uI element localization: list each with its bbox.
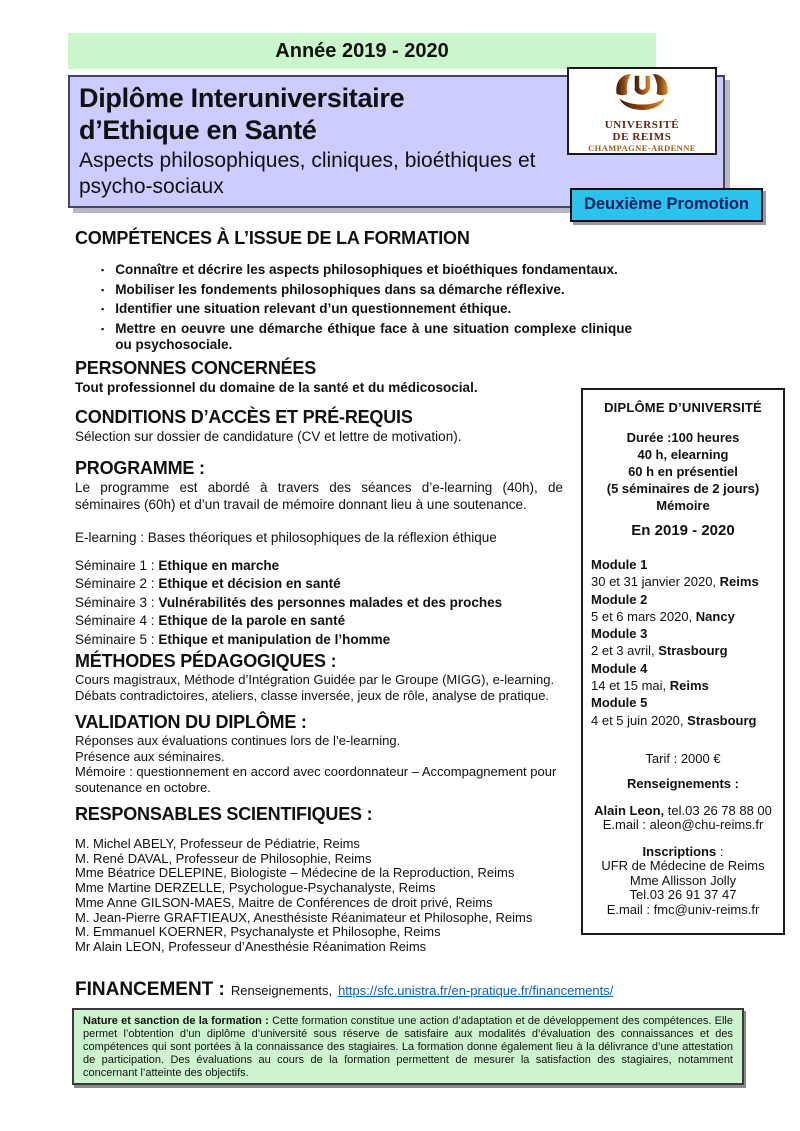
responsable-name: M. Jean-Pierre GRAFTIEAUX, Anesthésiste Réanimateur et Philosophe, Reims [75,909,533,925]
duration-line: Mémoire [656,498,710,513]
module-city: Strasbourg [687,712,757,728]
programme-intro: Le programme est abordé à travers des séances d’e-learning (40h), de séminaires (60h) et d’un travail de mémoire donnant lieu à une soutenance. [75,479,563,512]
seminaire-title: Ethique et manipulation de l’homme [158,631,391,647]
sidebar-contact [583,803,783,818]
seminaire-item [75,612,563,631]
list-item [75,262,632,279]
inscriptions-line: Tel.03 26 91 37 47 [629,887,737,903]
seminaire-item [75,631,563,650]
bullet-icon: ▪ [101,323,105,334]
responsables-list [75,837,563,955]
inscriptions-line: Mme Allisson Jolly [629,872,737,888]
seminaire-title: Vulnérabilités des personnes malades et des proches [158,594,503,610]
contact-email: E.mail : aleon@chu-reims.fr [602,816,764,832]
contact-name: Alain Leon, [594,802,665,818]
heading-responsables: RESPONSABLES SCIENTIFIQUES : [75,804,373,824]
duration-line: 60 h en présentiel [628,464,738,479]
programme-elearning: E-learning : Bases théoriques et philosophiques de la réflexion éthique [75,529,497,545]
module-date-text: 14 et 15 mai, [591,678,667,694]
responsable-name: M. René DAVAL, Professeur de Philosophie, Reims [75,850,372,866]
university-logo [567,67,717,155]
competences-list [75,262,632,354]
module-city: Strasbourg [658,643,728,659]
sidebar-tarif: Tarif : 2000 € [645,750,721,766]
footer-text: Cette formation constitue une action d’adaptation et de développement des compétences. Elle permet l’obtention d’un diplôme d’université sous réserve de satisfaire aux modalités d’évaluation des connaissances et des compétences qui sont portées à la connaissance des stagiaires. La formation donne également lieu à la délivrance d’une attestation de participation. Des évaluations au cours de la formation permettent de mesurer la satisfaction des stagiaires, notamment concernant l’atteinte des objectifs. [83,1015,733,1079]
financement-label: Renseignements, [230,982,333,998]
sidebar-renseignements-heading: Renseignements : [627,775,739,791]
module-name: Module 4 [591,660,648,676]
list-item-text: Connaître et décrire les aspects philosophiques et bioéthiques fondamentaux. [115,262,618,277]
module-date-text: 30 et 31 janvier 2020, [591,574,717,590]
seminaire-item [75,557,563,576]
heading-programme: PROGRAMME : [75,457,205,478]
seminaire-label: Séminaire 2 : [75,576,155,591]
seminaire-item [75,594,563,613]
module-date [591,608,783,625]
module-name: Module 1 [591,557,648,572]
info-sidebar [581,388,785,935]
module-date [591,642,783,659]
seminaire-title: Ethique en marche [158,557,280,573]
seminaire-title: Ethique et décision en santé [158,576,341,591]
sidebar-year: En 2019 - 2020 [631,522,735,539]
module-name: Module 3 [591,626,648,642]
validation-line: Réponses aux évaluations continues lors de l’e-learning. [75,733,401,748]
seminaire-title: Ethique de la parole en santé [158,613,346,628]
heading-personnes: PERSONNES CONCERNÉES [75,357,317,378]
heading-conditions: CONDITIONS D’ACCÈS ET PRÉ-REQUIS [75,406,413,427]
contact-tel: tel.03 26 78 88 00 [667,802,772,818]
module-name: Module 2 [591,591,648,607]
heading-competences: COMPÉTENCES À L’ISSUE DE LA FORMATION [75,228,470,248]
list-item-text: Mettre en oeuvre une démarche éthique face à une situation complexe clinique ou psychosociale. [115,320,632,352]
seminaires-list [75,557,563,650]
responsable-name: M. Emmanuel KOERNER, Psychanalyste et Philosophe, Reims [75,924,441,940]
module-date-text: 4 et 5 juin 2020, [591,712,684,728]
heading-financement: FINANCEMENT : [75,978,225,1000]
inscriptions-colon: : [719,844,724,860]
list-item [75,321,632,354]
promotion-badge: Deuxième Promotion [570,188,763,222]
personnes-text: Tout professionnel du domaine de la santé et du médicosocial. [75,379,478,395]
responsable-name: Mr Alain LEON, Professeur d’Anesthésie Réanimation Reims [75,938,427,954]
duration-line: Durée :100 heures [626,430,740,445]
logo-text-champagne-ardenne: CHAMPAGNE-ARDENNE [588,143,696,153]
financements-link[interactable]: https://sfc.unistra.fr/en-pratique.fr/financements/ [338,982,614,998]
module-date [591,712,783,729]
heading-methodes: MÉTHODES PÉDAGOGIQUES : [75,651,337,671]
duration-line: (5 séminaires de 2 jours) [606,481,760,496]
financement-row [75,978,614,1001]
module-date [591,573,783,590]
urca-u-icon [613,72,671,114]
year-banner: Année 2019 - 2020 [68,33,656,69]
bullet-icon: ▪ [101,265,105,275]
responsable-name: Mme Anne GILSON-MAES, Maitre de Conférences de droit privé, Reims [75,894,493,910]
validation-line: Mémoire : questionnement en accord avec coordonnateur – Accompagnement pour soutenance en octobre. [75,764,557,795]
validation-line: Présence aux séminaires. [75,748,225,764]
seminaire-label: Séminaire 4 : [75,613,155,628]
inscriptions-line: E.mail : fmc@univ-reims.fr [606,901,760,917]
page-title-line2: d’Ethique en Santé [79,115,317,145]
list-item-text: Mobiliser les fondements philosophiques dans sa démarche réflexive. [115,281,565,297]
duration-line: 40 h, elearning [637,447,729,462]
inscriptions-line: UFR de Médecine de Reims [601,858,765,874]
page-title-line1: Diplôme Interuniversitaire [79,83,405,113]
module-date [591,677,783,694]
methodes-line: Débats contradictoires, ateliers, classe inversée, jeux de rôle, analyse de pratique. [75,687,550,703]
modules-list [583,556,783,729]
module-city: Reims [719,574,759,590]
list-item [75,301,632,318]
seminaire-item [75,575,563,594]
sidebar-title: DIPLÔME D’UNIVERSITÉ [604,400,762,415]
heading-validation: VALIDATION DU DIPLÔME : [75,712,307,732]
seminaire-label: Séminaire 5 : [75,631,155,647]
logo-text-de-reims: DE REIMS [612,131,672,143]
seminaire-label: Séminaire 1 : [75,557,155,573]
list-item [75,282,632,299]
module-city: Nancy [695,608,735,624]
bullet-icon: ▪ [101,304,105,314]
responsable-name: M. Michel ABELY, Professeur de Pédiatrie, Reims [75,836,360,851]
nature-sanction-box [72,1008,744,1085]
sidebar-duration [583,429,783,514]
list-item-text: Identifier une situation relevant d’un questionnement éthique. [115,301,512,316]
seminaire-label: Séminaire 3 : [75,594,155,610]
module-date-text: 5 et 6 mars 2020, [591,608,693,624]
module-date-text: 2 et 3 avril, [591,643,655,659]
methodes-line: Cours magistraux, Méthode d’Intégration Guidée par le Groupe (MIGG), e-learning. [75,672,555,687]
module-name: Module 5 [591,695,648,711]
inscriptions-label: Inscriptions [642,844,717,860]
conditions-text: Sélection sur dossier de candidature (CV et lettre de motivation). [75,428,462,444]
logo-text-universite: UNIVERSITÉ [604,119,680,131]
sidebar-inscriptions-heading [583,844,783,859]
page-subtitle: Aspects philosophiques, cliniques, bioéthiques et psycho-sociaux [79,149,536,198]
bullet-icon: ▪ [101,284,105,295]
responsable-name: Mme Béatrice DELEPINE, Biologiste – Médecine de la Reproduction, Reims [75,865,515,881]
module-city: Reims [669,678,709,694]
footer-lead: Nature et sanction de la formation : [83,1015,269,1027]
responsable-name: Mme Martine DERZELLE, Psychologue-Psychanalyste, Reims [75,880,436,896]
